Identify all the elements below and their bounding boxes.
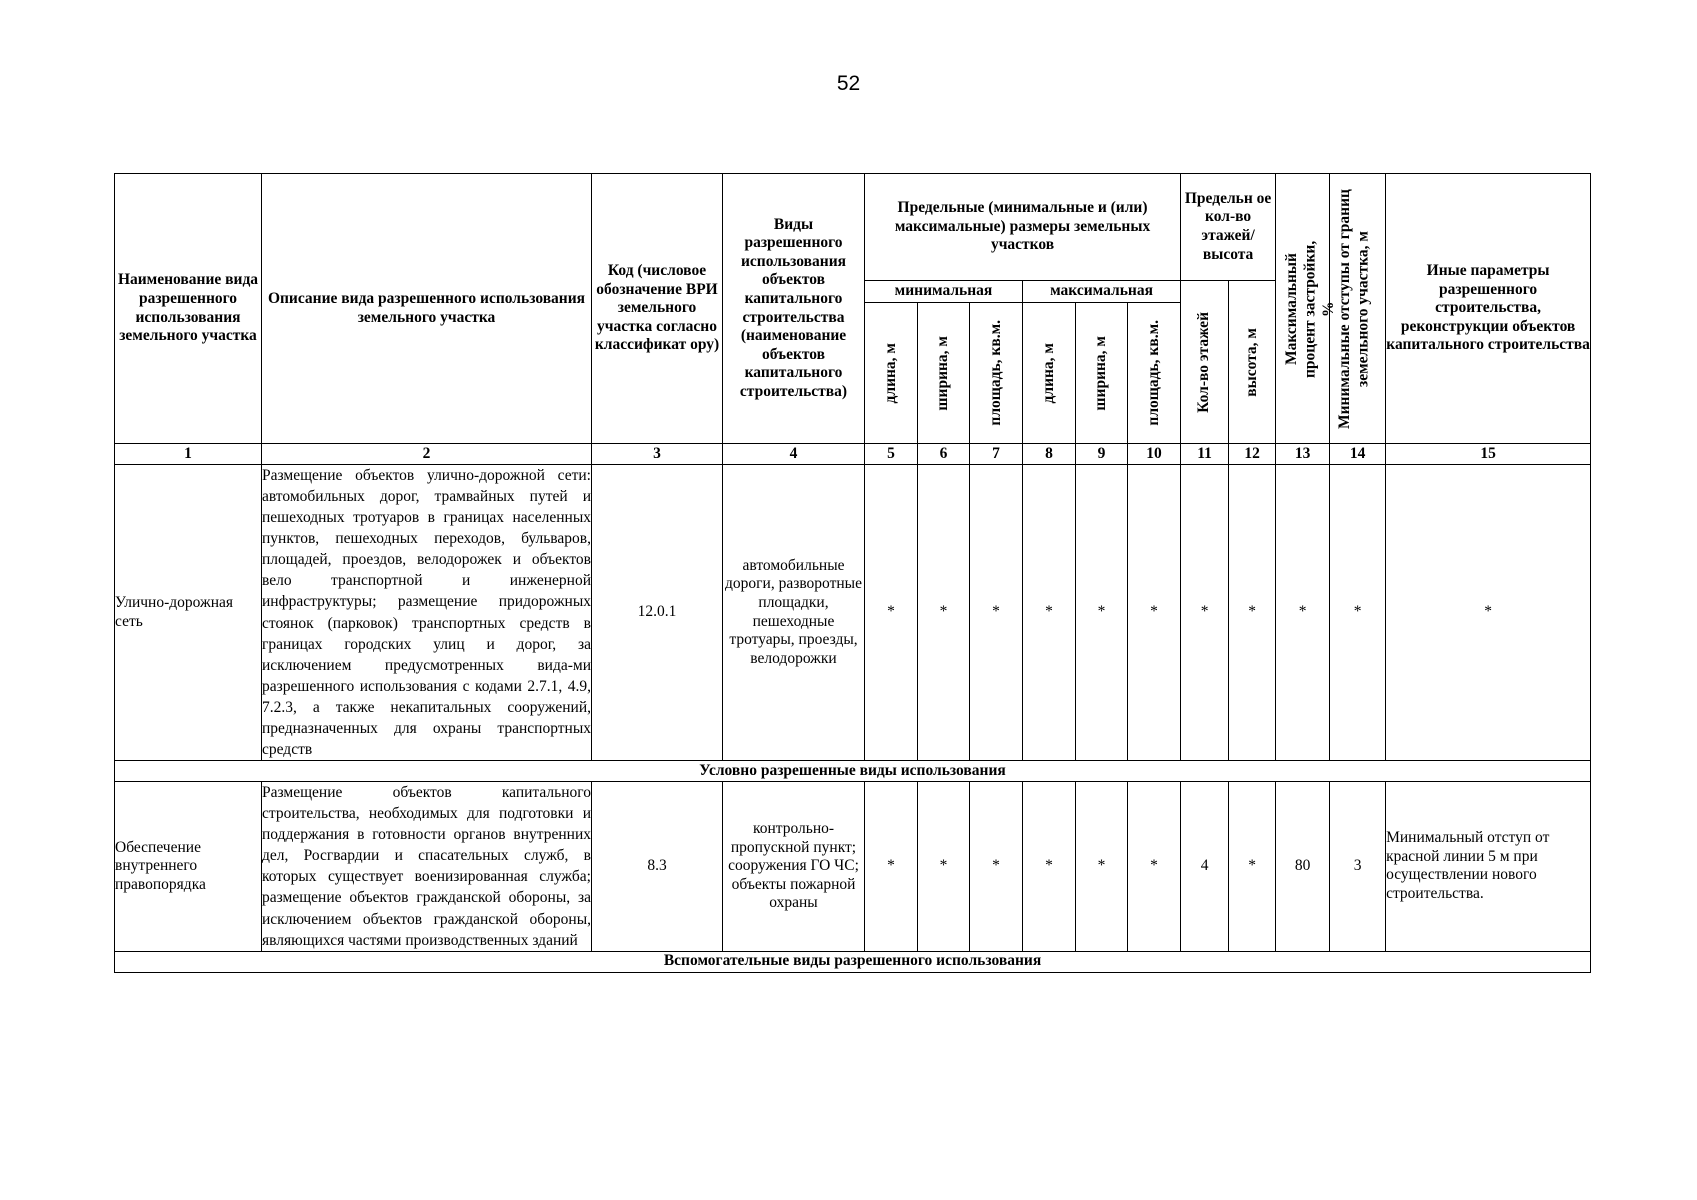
header-other-params: Иные параметры разрешенного строительства, реконструкции объектов капитального строительства	[1386, 174, 1591, 444]
column-number: 6	[918, 444, 970, 465]
max-length-value: *	[1023, 465, 1076, 761]
max-percent-value: *	[1276, 465, 1330, 761]
column-number: 7	[970, 444, 1023, 465]
header-min-setback-text: Минимальные отступы от границ земельного участка, м	[1335, 188, 1372, 429]
column-number: 13	[1276, 444, 1330, 465]
building-kinds: автомобильные дороги, разворотные площадки, пешеходные тротуары, проезды, велодорожки	[723, 465, 865, 761]
header-min-area-text: площадь, кв.м.	[986, 320, 1004, 426]
table-row	[115, 782, 1591, 952]
min-width-value: *	[918, 465, 970, 761]
header-description: Описание вида разрешенного использования земельного участка	[262, 174, 592, 444]
column-number: 10	[1128, 444, 1181, 465]
min-width-value: *	[918, 782, 970, 952]
column-number: 3	[592, 444, 723, 465]
max-width-value: *	[1076, 465, 1128, 761]
land-use-description: Размещение объектов улично-дорожной сети: автомобильных дорог, трамвайных путей и пешеходных тротуаров в границах населенных пунктов, пешеходных переходов, бульваров, площадей, проездов, велодорожек и объектов вело транспортной и инженерной инфраструктуры; размещение придорожных стоянок (парковок) транспортных средств в границах городских улиц и дорог, за исключением предусмотренных вида-ми разрешенного использования с кодами 2.7.1, 4.9, 7.2.3, а также некапитальных сооружений, предназначенных для охраны транспортных средств	[262, 465, 592, 761]
header-min-length-text: длина, м	[881, 342, 899, 404]
header-min-area	[970, 303, 1023, 444]
min-setback-value: 3	[1330, 782, 1386, 952]
max-length-value: *	[1023, 782, 1076, 952]
header-max-width-text: ширина, м	[1092, 335, 1110, 411]
column-number: 8	[1023, 444, 1076, 465]
min-length-value: *	[865, 782, 918, 952]
header-floors	[1181, 281, 1229, 444]
header-plot-sizes: Предельные (минимальные и (или) максимальные) размеры земельных участков	[865, 174, 1181, 281]
column-number: 1	[115, 444, 262, 465]
other-params-value: *	[1386, 465, 1591, 761]
header-max-area	[1128, 303, 1181, 444]
header-floors-height: Предельн ое кол-во этажей/ высота	[1181, 174, 1276, 281]
header-min-length	[865, 303, 918, 444]
header-max-length-text: длина, м	[1039, 342, 1057, 404]
header-min-setback	[1330, 174, 1386, 444]
floors-value: 4	[1181, 782, 1229, 952]
section-auxiliary-title: Вспомогательные виды разрешенного использования	[115, 951, 1591, 972]
column-number: 15	[1386, 444, 1591, 465]
min-setback-value: *	[1330, 465, 1386, 761]
column-number: 12	[1229, 444, 1276, 465]
max-width-value: *	[1076, 782, 1128, 952]
header-min-width	[918, 303, 970, 444]
min-length-value: *	[865, 465, 918, 761]
height-value: *	[1229, 465, 1276, 761]
header-max-percent	[1276, 174, 1337, 444]
column-number: 14	[1330, 444, 1386, 465]
land-use-name: Улично-дорожная сеть	[115, 465, 262, 761]
header-building-kinds: Виды разрешенного использования объектов капитального строительства (наименование объектов капитального строительства)	[723, 174, 865, 444]
header-minimal: минимальная	[865, 281, 1023, 303]
section-row	[115, 951, 1591, 972]
min-area-value: *	[970, 782, 1023, 952]
column-number: 2	[262, 444, 592, 465]
floors-value: *	[1181, 465, 1229, 761]
column-number: 4	[723, 444, 865, 465]
building-kinds: контрольно-пропускной пункт; сооружения ГО ЧС; объекты пожарной охраны	[723, 782, 865, 952]
column-number: 5	[865, 444, 918, 465]
header-max-area-text: площадь, кв.м.	[1144, 320, 1162, 426]
land-use-code: 8.3	[592, 782, 723, 952]
column-number: 11	[1181, 444, 1229, 465]
section-row	[115, 761, 1591, 782]
land-use-code: 12.0.1	[592, 465, 723, 761]
table-row	[115, 465, 1591, 761]
max-area-value: *	[1128, 465, 1181, 761]
height-value: *	[1229, 782, 1276, 952]
header-max-width	[1076, 303, 1128, 444]
header-code: Код (числовое обозначение ВРИ земельного участка согласно классификат ору)	[592, 174, 723, 444]
land-use-description: Размещение объектов капитального строительства, необходимых для подготовки и поддержания в готовности органов внутренних дел, Росгвардии и спасательных служб, в которых существует военизированная служба; размещение объектов гражданской обороны, за исключением объектов гражданской обороны, являющихся частями производственных зданий	[262, 782, 592, 952]
header-floors-text: Кол-во этажей	[1195, 311, 1213, 413]
min-area-value: *	[970, 465, 1023, 761]
land-use-name: Обеспечение внутреннего правопорядка	[115, 782, 262, 952]
max-area-value: *	[1128, 782, 1181, 952]
header-land-use-name: Наименование вида разрешенного использования земельного участка	[115, 174, 262, 444]
header-maximal: максимальная	[1023, 281, 1181, 303]
column-number: 9	[1076, 444, 1128, 465]
page-number: 52	[836, 72, 861, 95]
header-min-width-text: ширина, м	[934, 335, 952, 411]
max-percent-value: 80	[1276, 782, 1330, 952]
other-params-value: Минимальный отступ от красной линии 5 м при осуществлении нового строительства.	[1386, 782, 1591, 952]
section-conditional-title: Условно разрешенные виды использования	[115, 761, 1591, 782]
land-use-table	[114, 173, 1591, 973]
header-height-text: высота, м	[1242, 327, 1260, 397]
header-height	[1229, 281, 1276, 444]
header-max-length	[1023, 303, 1076, 444]
header-max-percent-text: Максимальный процент застройки, %	[1282, 239, 1337, 378]
column-numbers-row	[115, 444, 1591, 465]
